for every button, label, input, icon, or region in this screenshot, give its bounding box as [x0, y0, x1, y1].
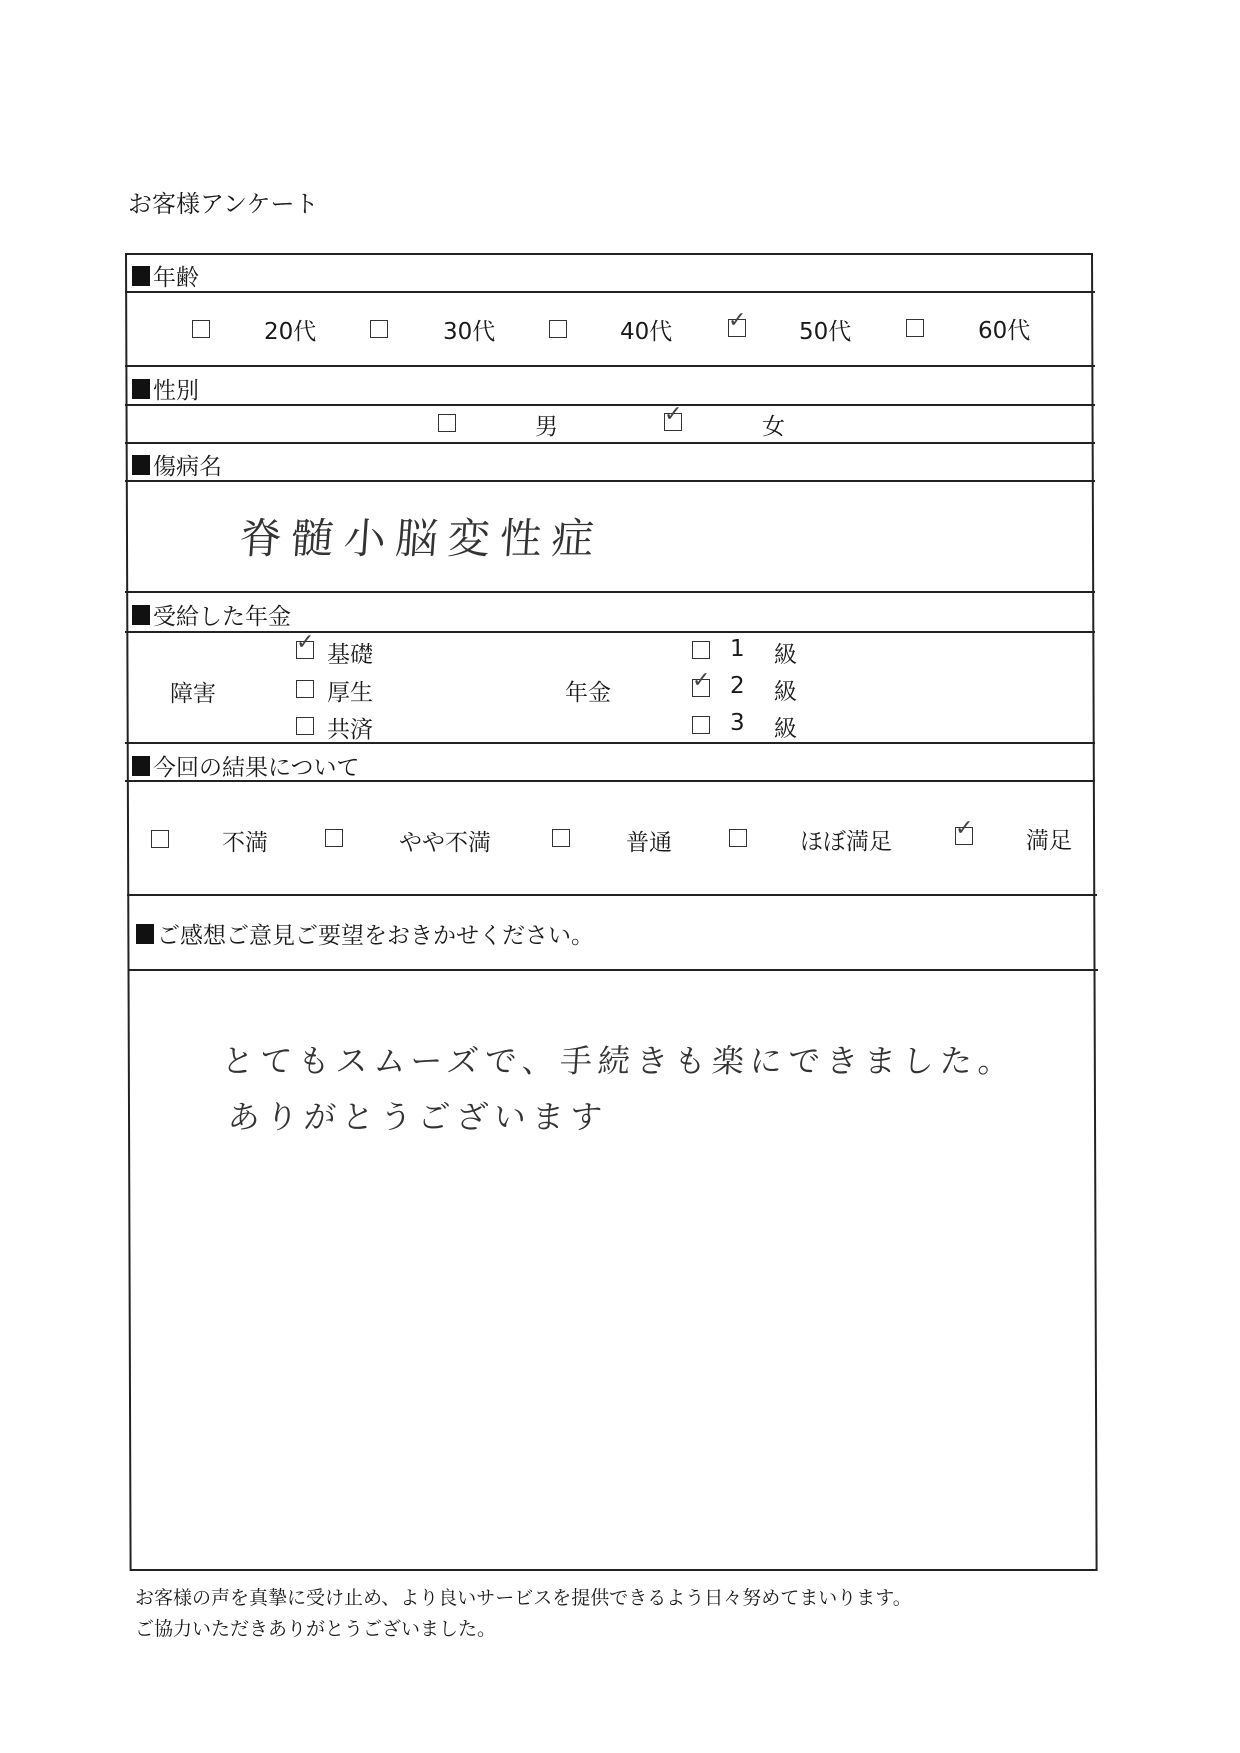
result-label-satisfied: 満足 [1026, 828, 1072, 854]
pension-checkbox-kousei[interactable] [296, 680, 314, 698]
footer-line-2: ご協力いただきありがとうございました。 [135, 1618, 497, 1640]
footer-line-1: お客様の声を真摯に受け止め、より良いサービスを提供できるよう日々努めてまいります。 [135, 1587, 912, 1609]
grade-checkbox-3[interactable] [692, 716, 710, 734]
bullet-square-icon [136, 924, 154, 944]
result-checkbox-neutral[interactable] [552, 829, 570, 847]
gender-checkbox-male[interactable] [438, 414, 456, 432]
section-diagnosis-heading [132, 448, 222, 481]
pension-checkbox-kiso[interactable] [296, 630, 315, 659]
result-label-mostly-satisfied: ほぼ満足 [800, 829, 892, 855]
grade-unit-3: 級 [774, 716, 797, 742]
check-mark-icon: ✓ [664, 402, 683, 427]
divider [125, 480, 1095, 482]
check-mark-icon: ✓ [728, 308, 747, 333]
check-mark-icon: ✓ [955, 816, 974, 841]
age-label-20s: 20代 [264, 319, 317, 345]
pension-label-kyousai: 共済 [327, 717, 373, 743]
divider [127, 894, 1097, 896]
gender-label-female: 女 [762, 414, 785, 440]
form-title: お客様アンケート [128, 190, 319, 218]
comment-line-2: ありがとうございます [226, 1098, 610, 1136]
age-label-60s: 60代 [978, 318, 1031, 344]
grade-number-1: 1 [730, 636, 745, 662]
check-mark-icon: ✓ [692, 668, 711, 693]
grade-checkbox-1[interactable] [692, 641, 710, 659]
divider [125, 291, 1095, 293]
divider [128, 969, 1098, 971]
survey-form-frame [125, 253, 1098, 1571]
divider [125, 404, 1095, 406]
age-checkbox-30s[interactable] [370, 320, 388, 338]
age-checkbox-40s[interactable] [549, 320, 567, 338]
age-checkbox-50s[interactable] [728, 308, 747, 337]
comment-line-1: とてもスムーズで、手続きも楽にできました。 [220, 1042, 1018, 1080]
divider [125, 365, 1095, 367]
section-comments-heading [136, 917, 594, 950]
check-mark-icon: ✓ [296, 630, 315, 655]
divider [125, 631, 1095, 633]
bullet-square-icon [132, 756, 150, 776]
result-checkbox-mostly-satisfied[interactable] [729, 829, 747, 847]
section-result-heading [132, 749, 360, 782]
pension-grade-label: 年金 [565, 680, 611, 706]
age-label-40s: 40代 [620, 319, 673, 345]
result-label-dissatisfied: 不満 [222, 830, 268, 856]
diagnosis-handwritten-value: 脊髄小脳変性症 [238, 514, 606, 563]
bullet-square-icon [132, 266, 150, 286]
grade-unit-2: 級 [774, 679, 797, 705]
heading-text: 年齢 [153, 265, 199, 291]
age-label-50s: 50代 [799, 319, 852, 345]
pension-type-label: 障害 [170, 681, 216, 707]
heading-text: 受給した年金 [153, 604, 291, 630]
bullet-square-icon [132, 379, 150, 399]
age-label-30s: 30代 [443, 319, 496, 345]
pension-label-kousei: 厚生 [327, 680, 373, 706]
grade-number-3: 3 [730, 710, 745, 736]
age-checkbox-20s[interactable] [192, 320, 210, 338]
grade-unit-1: 級 [774, 642, 797, 668]
section-pension-heading [132, 598, 291, 631]
divider [125, 442, 1095, 444]
divider [125, 591, 1095, 593]
bullet-square-icon [132, 455, 150, 475]
pension-checkbox-kyousai[interactable] [296, 717, 314, 735]
result-label-somewhat-dissatisfied: やや不満 [399, 830, 491, 856]
result-label-neutral: 普通 [626, 830, 672, 856]
heading-text: 傷病名 [153, 454, 222, 480]
heading-text: 今回の結果について [153, 755, 360, 781]
grade-number-2: 2 [730, 673, 745, 699]
age-checkbox-60s[interactable] [906, 319, 924, 337]
divider [125, 742, 1095, 744]
grade-checkbox-2[interactable] [692, 668, 711, 697]
section-age-heading [132, 259, 199, 292]
result-checkbox-satisfied[interactable] [955, 816, 974, 845]
result-checkbox-somewhat-dissatisfied[interactable] [325, 829, 343, 847]
gender-label-male: 男 [535, 414, 558, 440]
bullet-square-icon [132, 605, 150, 625]
pension-label-kiso: 基礎 [327, 642, 373, 668]
heading-text: 性別 [153, 378, 199, 404]
gender-checkbox-female[interactable] [664, 402, 683, 431]
result-checkbox-dissatisfied[interactable] [151, 830, 169, 848]
section-gender-heading [132, 372, 199, 405]
heading-text: ご感想ご意見ご要望をおきかせください。 [157, 923, 594, 949]
